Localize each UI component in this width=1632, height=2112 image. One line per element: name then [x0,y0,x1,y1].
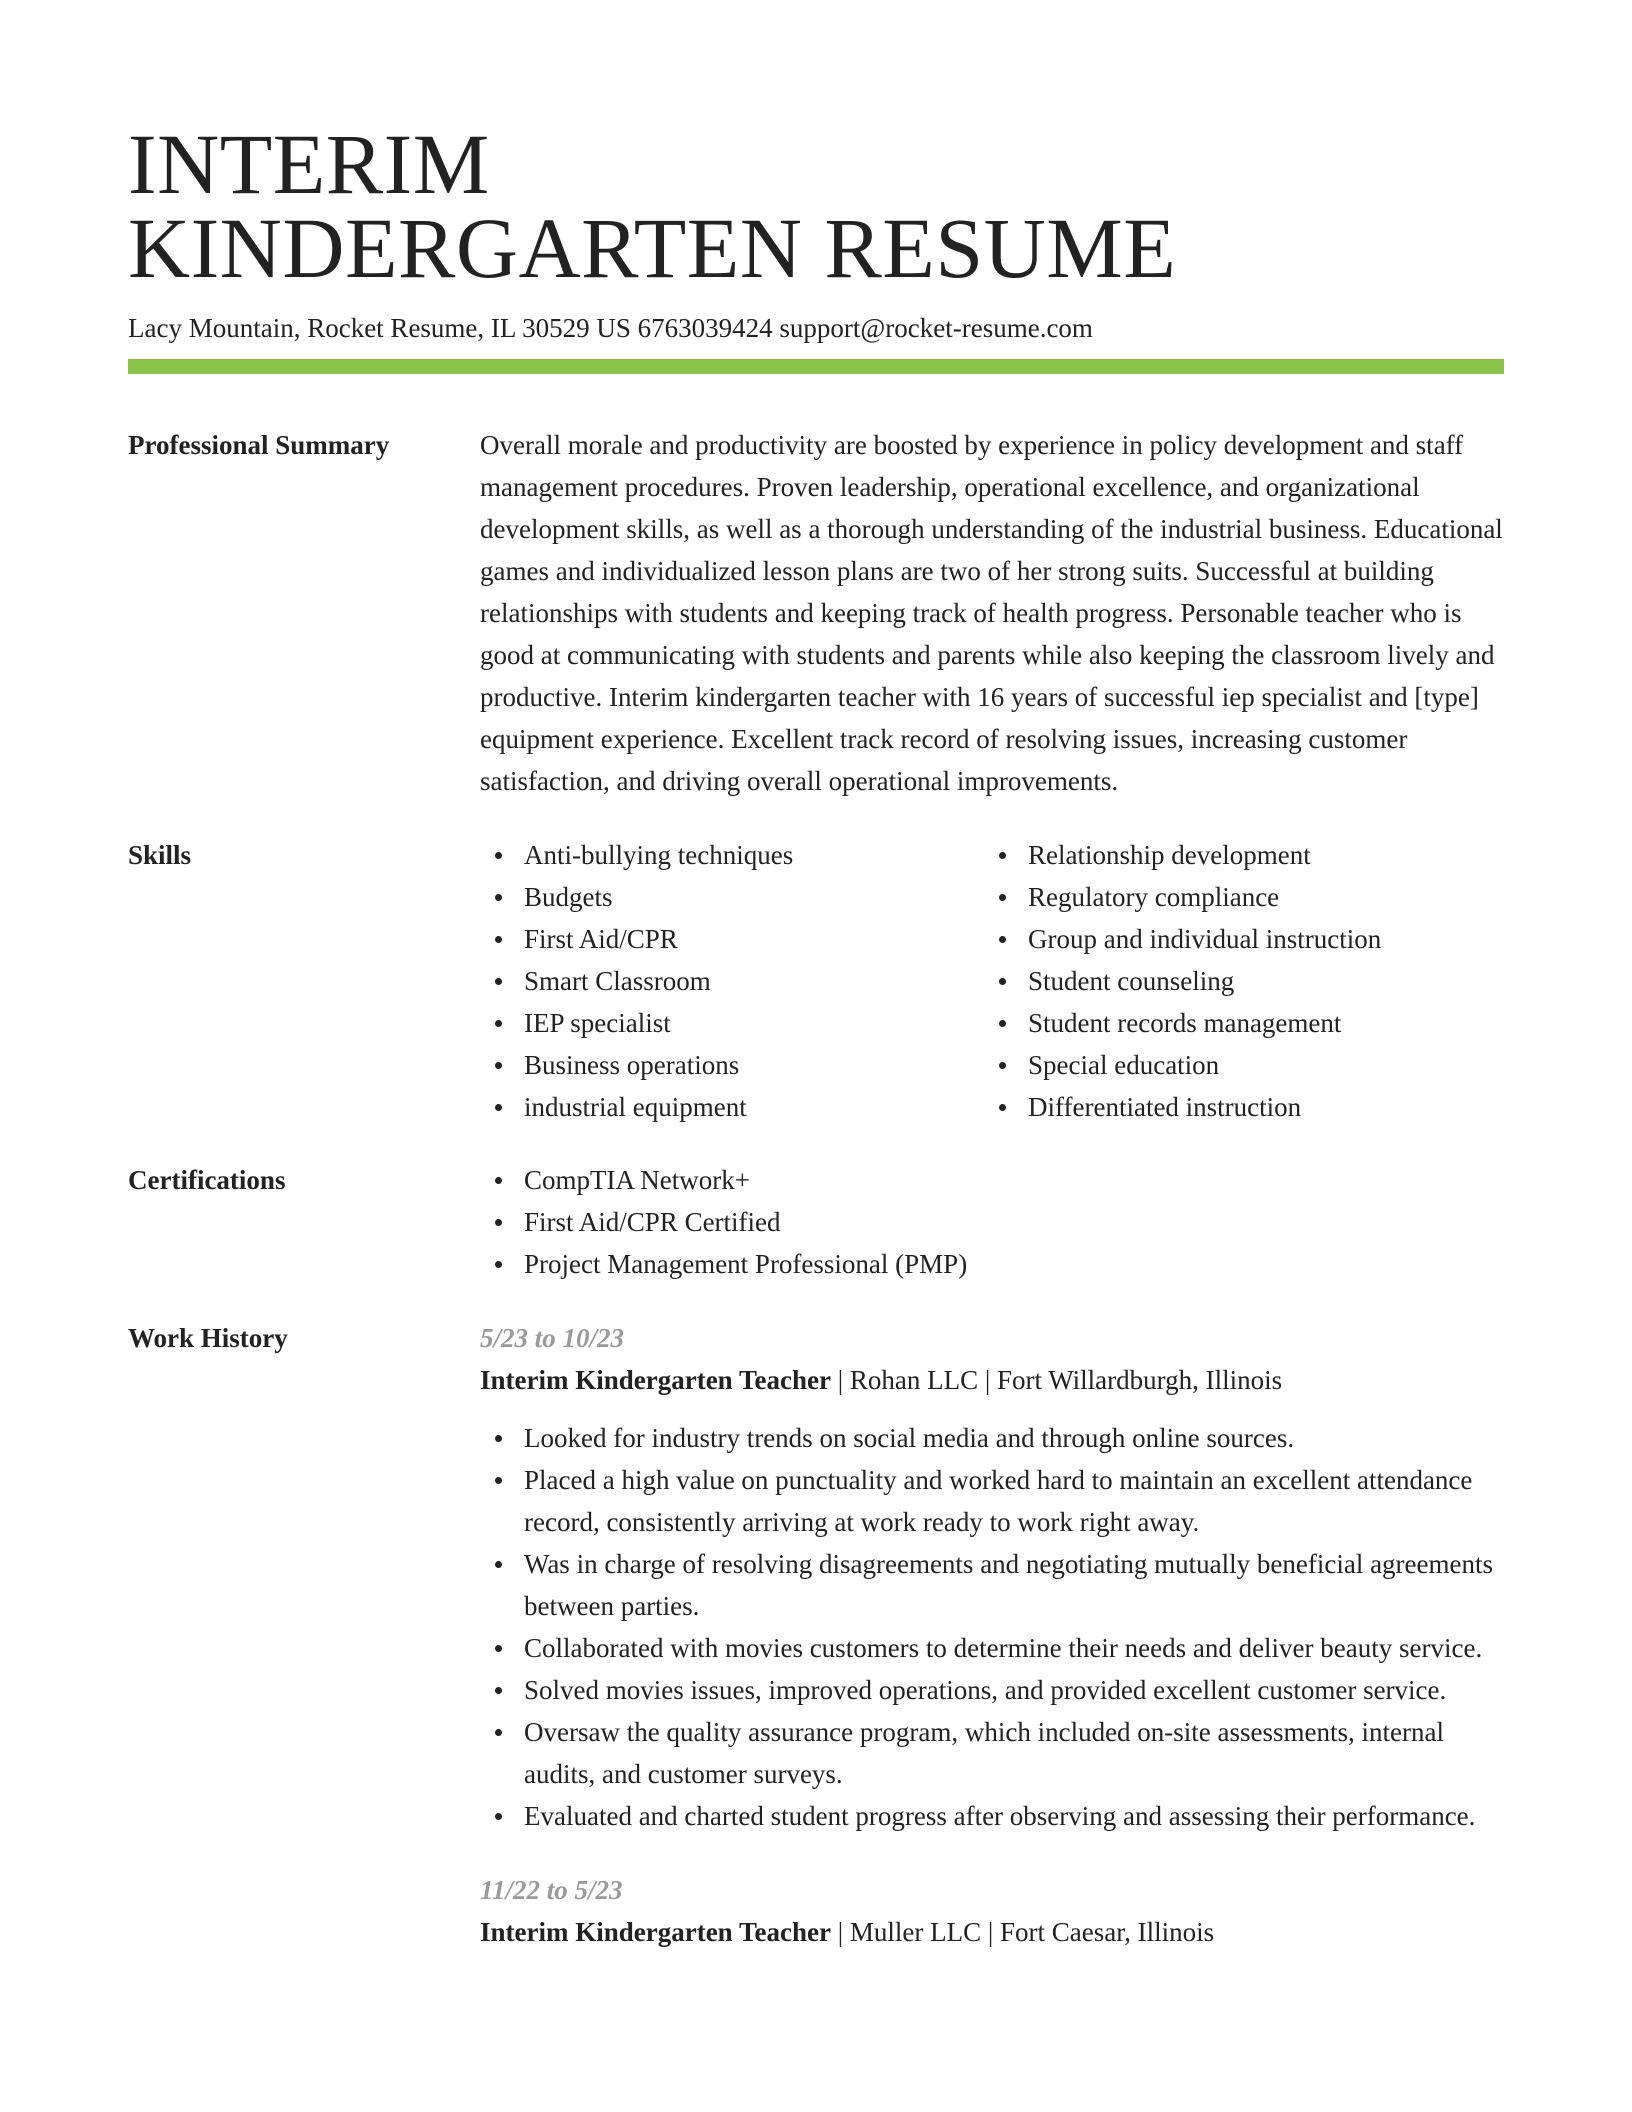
list-item: Student records management [984,1002,1488,1044]
list-item: industrial equipment [480,1086,984,1128]
summary-section [128,424,1504,802]
title-line-1: INTERIM [128,116,490,212]
list-item: Special education [984,1044,1488,1086]
job-details: | Rohan LLC | Fort Willardburgh, Illinois [830,1365,1283,1395]
list-item: Was in charge of resolving disagreements and negotiating mutually beneficial agreements between parties. [480,1543,1504,1627]
list-item: First Aid/CPR [480,918,984,960]
list-item: Oversaw the quality assurance program, which included on-site assessments, internal audits, and customer surveys. [480,1711,1504,1795]
skills-section [128,834,1504,1128]
certifications-section [128,1159,1504,1285]
list-item: IEP specialist [480,1002,984,1044]
title-line-2: KINDERGARTEN RESUME [128,200,1177,296]
list-item: Project Management Professional (PMP) [480,1243,1504,1285]
skills-label: Skills [128,840,192,870]
list-item: Evaluated and charted student progress after observing and assessing their performance. [480,1795,1504,1837]
list-item: Group and individual instruction [984,918,1488,960]
work-history-label: Work History [128,1323,288,1353]
resume-page [128,116,1504,1953]
certifications-list [480,1159,1504,1285]
job-title: Interim Kindergarten Teacher [480,1917,831,1947]
list-item: Placed a high value on punctuality and worked hard to maintain an excellent attendance record, consistently arriving at work ready to work right away. [480,1459,1504,1543]
list-item: Anti-bullying techniques [480,834,984,876]
list-item: First Aid/CPR Certified [480,1201,1504,1243]
job-entry [480,1869,1504,1953]
summary-label: Professional Summary [128,430,390,460]
list-item: Relationship development [984,834,1488,876]
job-entry [480,1317,1504,1837]
list-item: Budgets [480,876,984,918]
contact-line: Lacy Mountain, Rocket Resume, IL 30529 US 6763039424 support@rocket-resume.com [128,313,1093,343]
list-item: Solved movies issues, improved operations, and provided excellent customer service. [480,1669,1504,1711]
job-heading [480,1359,1504,1401]
work-history-section [128,1317,1504,1953]
job-dates: 11/22 to 5/23 [480,1875,623,1905]
list-item: Looked for industry trends on social media and through online sources. [480,1417,1504,1459]
certifications-label: Certifications [128,1165,286,1195]
skills-list-left [480,834,984,1128]
list-item: Regulatory compliance [984,876,1488,918]
list-item: Student counseling [984,960,1488,1002]
summary-text: Overall morale and productivity are boosted by experience in policy development and staff management procedures. Proven leadership, operational excellence, and organizational development skills, as well as a thorough understanding of the industrial business. Educational games and individualized lesson plans are two of her strong suits. Successful at building relationships with students and keeping track of health progress. Personable teacher who is good at communicating with students and parents while also keeping the classroom lively and productive. Interim kindergarten teacher with 16 years of successful iep specialist and [type] equipment experience. Excellent track record of resolving issues, increasing customer satisfaction, and driving overall operational improvements. [480,430,1503,796]
list-item: Collaborated with movies customers to determine their needs and deliver beauty service. [480,1627,1504,1669]
job-details: | Muller LLC | Fort Caesar, Illinois [830,1917,1215,1947]
job-title: Interim Kindergarten Teacher [480,1365,831,1395]
resume-title [128,116,1504,296]
list-item: Differentiated instruction [984,1086,1488,1128]
list-item: Business operations [480,1044,984,1086]
job-dates: 5/23 to 10/23 [480,1323,625,1353]
list-item: CompTIA Network+ [480,1159,1504,1201]
skills-list-right [984,834,1488,1128]
job-bullets [480,1417,1504,1837]
accent-divider [128,359,1504,374]
list-item: Smart Classroom [480,960,984,1002]
job-heading [480,1911,1504,1953]
